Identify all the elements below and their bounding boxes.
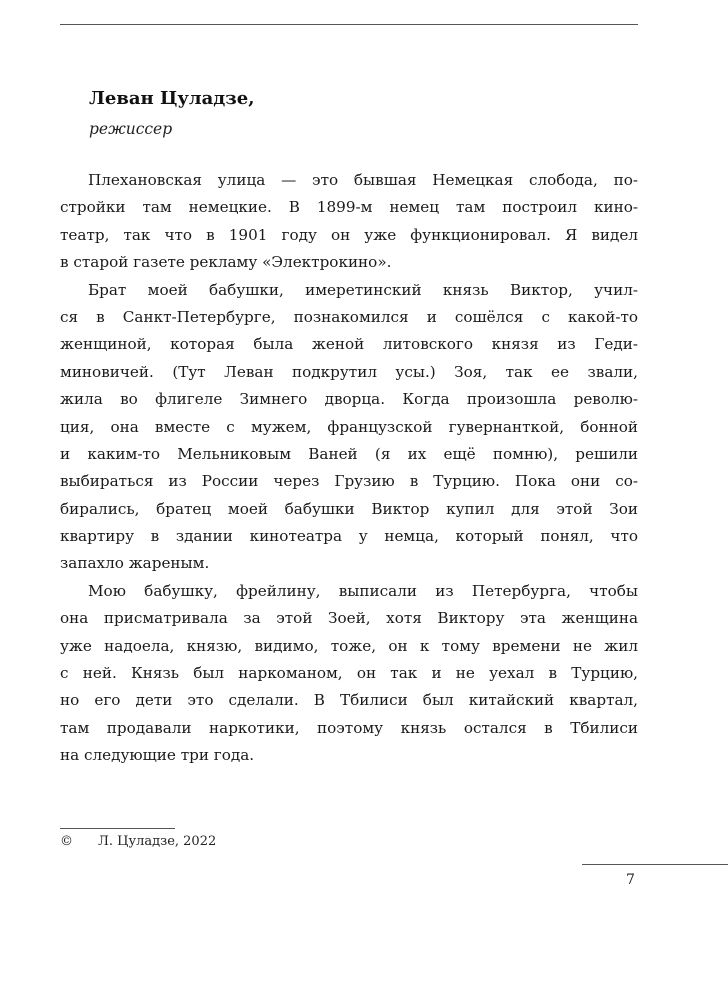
copyright-text: Л. Цуладзе, 2022	[98, 834, 217, 849]
author-role: режиссер	[89, 120, 173, 138]
copyright-symbol: ©	[60, 834, 73, 849]
text-line: женщиной, которая была женой литовского князя из Геди-	[60, 335, 638, 354]
text-line: в старой газете рекламу «Электрокино».	[60, 253, 392, 272]
copyright-footnote	[60, 832, 216, 852]
page-number: 7	[626, 872, 635, 888]
text-line: бирались, братец моей бабушки Виктор купил для этой Зои	[60, 499, 638, 518]
page-number-rule	[582, 864, 728, 865]
paragraph-3	[60, 578, 638, 770]
text-line: запахло жареным.	[60, 554, 210, 573]
text-line: Плехановская улица — это бывшая Немецкая слобода, по-	[88, 171, 638, 189]
text-line: но его дети это сделали. В Тбилиси был китайский квартал,	[60, 691, 638, 710]
text-line: стройки там немецкие. В 1899-м немец там построил кино-	[60, 198, 638, 217]
paragraph-2	[60, 277, 638, 578]
text-line: квартиру в здании кинотеатра у немца, который понял, что	[60, 527, 638, 546]
text-line: Мою бабушку, фрейлину, выписали из Петербурга, чтобы	[88, 581, 638, 600]
text-line: театр, так что в 1901 году он уже функционировал. Я видел	[60, 225, 638, 244]
text-line: с ней. Князь был наркоманом, он так и не уехал в Турцию,	[60, 664, 638, 683]
text-line: уже надоела, князю, видимо, тоже, он к тому времени не жил	[60, 636, 638, 655]
body-text	[60, 167, 638, 770]
text-line: там продавали наркотики, поэтому князь остался в Тбилиси	[60, 718, 638, 737]
paragraph-1	[60, 167, 638, 277]
text-line: Брат моей бабушки, имеретинский князь Виктор, учил-	[88, 280, 638, 299]
footnote-rule	[60, 828, 175, 829]
text-line: жила во флигеле Зимнего дворца. Когда произошла револю-	[60, 390, 638, 409]
text-line: миновичей. (Тут Леван подкрутил усы.) Зоя, так ее звали,	[60, 362, 638, 381]
text-line: выбираться из России через Грузию в Турцию. Пока они со-	[60, 472, 638, 491]
text-line: ся в Санкт-Петербурге, познакомился и сошёлся с какой-то	[60, 307, 638, 326]
top-rule	[60, 24, 638, 25]
author-block	[89, 84, 649, 144]
text-line: и каким-то Мельниковым Ваней (я их ещё помню), решили	[60, 444, 638, 463]
text-line: на следующие три года.	[60, 746, 255, 765]
author-name: Леван Цуладзе,	[89, 88, 255, 109]
text-line: ция, она вместе с мужем, французской гувернанткой, бонной	[60, 417, 638, 436]
text-line: она присматривала за этой Зоей, хотя Виктору эта женщина	[60, 609, 638, 628]
